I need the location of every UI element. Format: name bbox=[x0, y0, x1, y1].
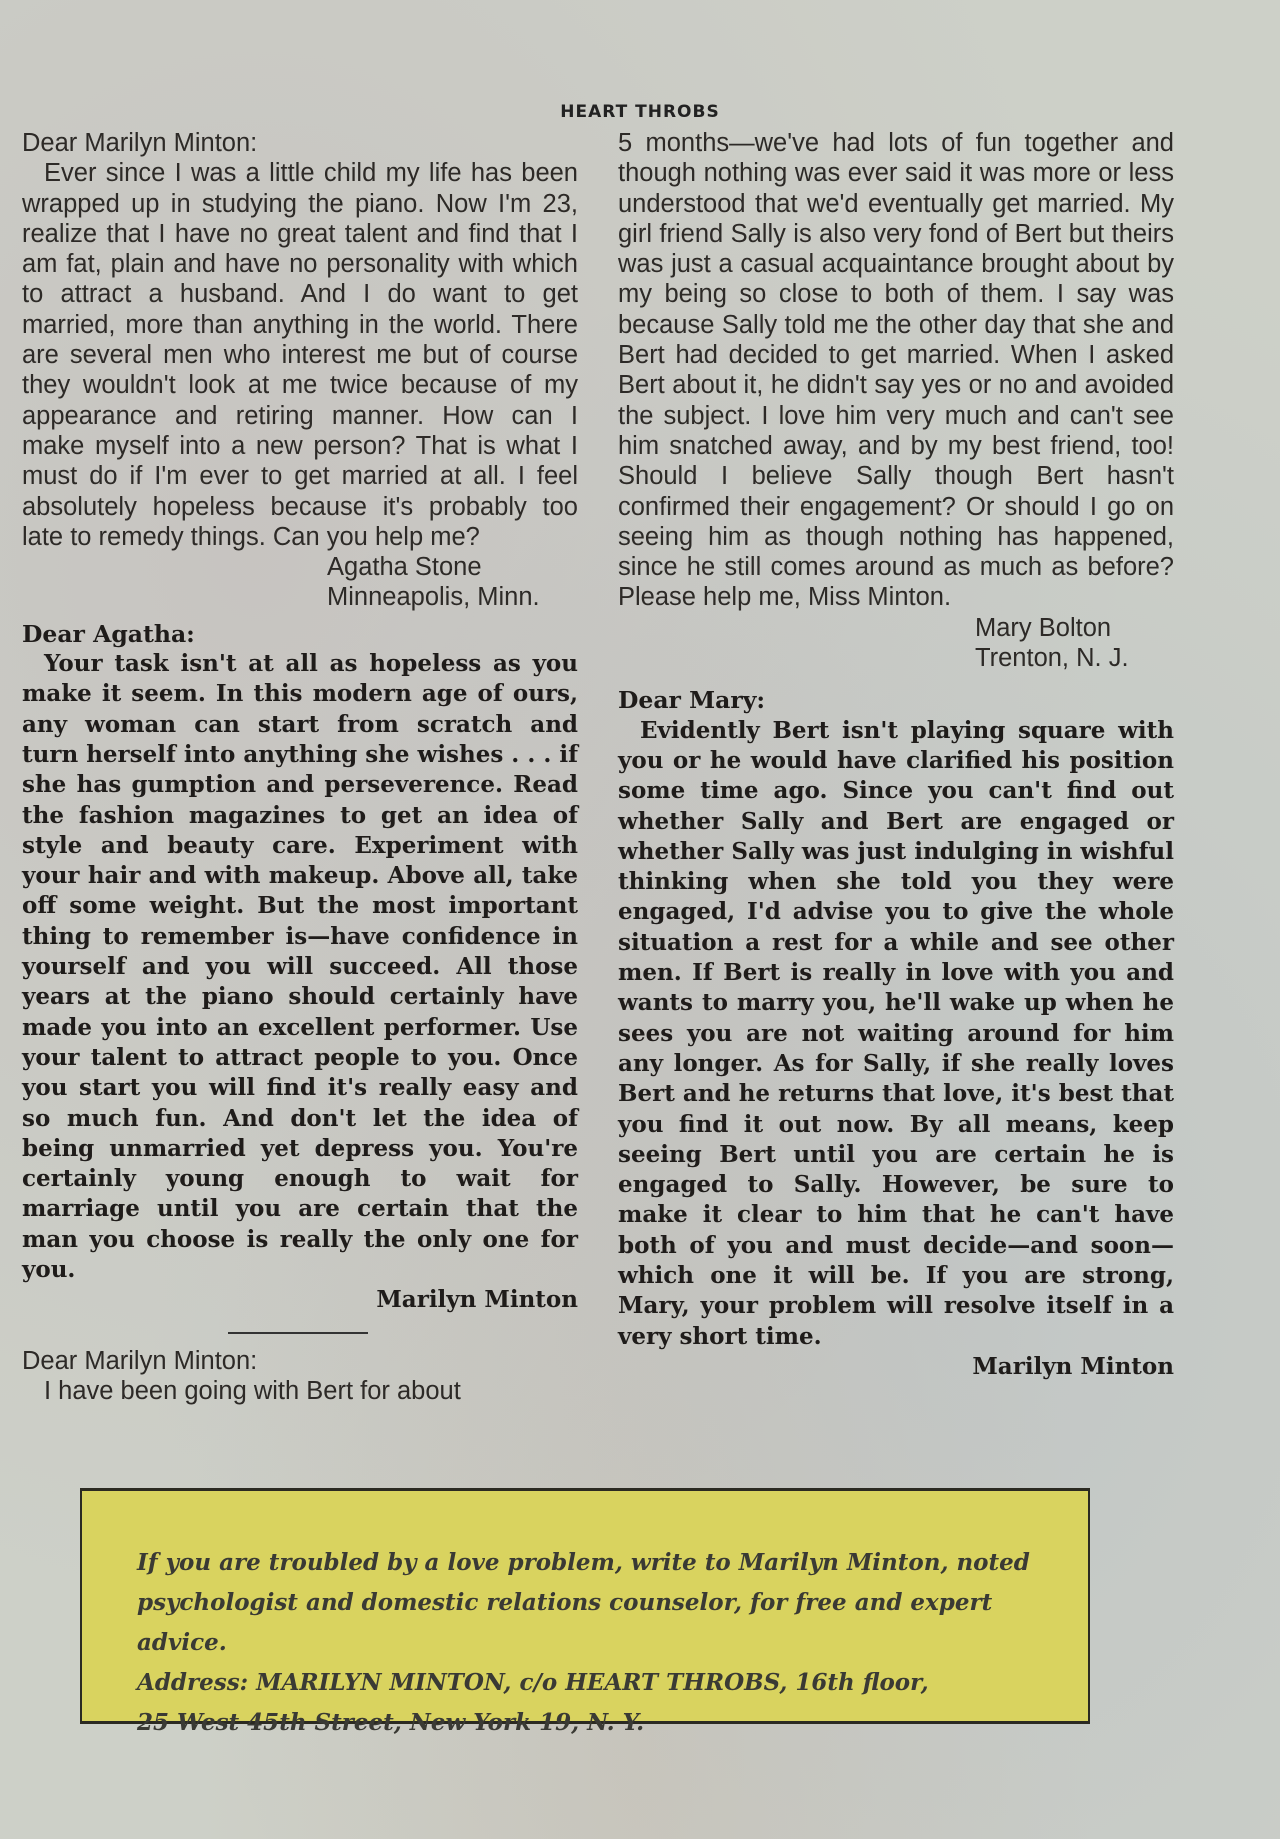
signer-name: Mary Bolton bbox=[975, 613, 1112, 642]
reply-body: Your task isn't at all as hopeless as you make it seem. In this modern age of ours, any woman can start from scratch and turn herself into anything she wishes . . . if she has gumption and perseverence. Read the fashion magazines to get an idea of style and beauty care. Experiment with your hair and with makeup. Above all, take off some weight. But the most important thing to remember is—have confidence in yourself and you will succeed. All those years at the piano should certainly have made you into an excellent performer. Use your talent to attract people to you. Once you start you will find it's really easy and so much fun. And don't let the idea of being unmarried yet depress you. You're certainly young enough to wait for marriage until you are certain that the man you choose is really the only one for you. bbox=[22, 650, 578, 1283]
reply-salutation: Dear Agatha: bbox=[22, 619, 195, 648]
reply-agatha bbox=[22, 619, 578, 1316]
letter-mary-start bbox=[22, 1346, 578, 1407]
letter-signature bbox=[618, 613, 1174, 674]
advice-notice-box bbox=[80, 1488, 1090, 1736]
reply-salutation: Dear Mary: bbox=[618, 686, 766, 715]
notice-line: 25 West 45th Street, New York 19, N. Y. bbox=[137, 1709, 645, 1736]
notice-line: If you are troubled by a love problem, write to Marilyn Minton, noted bbox=[137, 1549, 1030, 1576]
signer-place: Trenton, N. J. bbox=[975, 644, 1129, 673]
letter-agatha bbox=[22, 128, 578, 613]
reply-signature: Marilyn Minton bbox=[376, 1286, 578, 1314]
notice-line: psychologist and domestic relations counselor, for free and expert advice. bbox=[137, 1589, 993, 1656]
letter-body-part1: I have been going with Bert for about bbox=[44, 1376, 461, 1405]
notice-text bbox=[137, 1543, 1037, 1743]
letter-signature bbox=[22, 552, 578, 613]
notice-line: Address: MARILYN MINTON, c/o HEART THROBS, 16th floor, bbox=[137, 1669, 929, 1696]
signer-name: Agatha Stone bbox=[327, 553, 482, 582]
signer-place: Minneapolis, Minn. bbox=[327, 583, 540, 612]
left-column bbox=[22, 128, 578, 1406]
reply-mary bbox=[618, 685, 1174, 1382]
letter-salutation: Dear Marilyn Minton: bbox=[22, 129, 258, 157]
letter-salutation: Dear Marilyn Minton: bbox=[22, 1346, 258, 1375]
letter-body: Ever since I was a little child my life has been wrapped up in studying the piano. Now I'm 23, realize that I have no great talent and find that I am fat, plain and have no personality with which to attract a husband. And I do want to get married, more than anything in the world. There are several men who interest me but of course they wouldn't look at me twice because of my appearance and retiring manner. How can I make myself into a new person? That is what I must do if I'm ever to get married at all. I feel absolutely hopeless because it's probably too late to remedy things. Can you help me? bbox=[22, 159, 578, 551]
letter-mary-continued bbox=[618, 128, 1174, 673]
reply-signature: Marilyn Minton bbox=[972, 1352, 1174, 1380]
letter-body-part2: 5 months—we've had lots of fun together and though nothing was ever said it was more or less understood that we'd eventually get married. My girl friend Sally is also very fond of Bert but theirs was just a casual acquaintance brought about by my being so close to both of them. I say was because Sally told me the other day that she and Bert had decided to get married. When I asked Bert about it, he didn't say yes or no and avoided the subject. I love him very much and can't see him snatched away, and by my best friend, too! Should I believe Sally though Bert hasn't confirmed their engagement? Or should I go on seeing him as though nothing has happened, since he still comes around as much as before? Please help me, Miss Minton. bbox=[618, 129, 1174, 612]
reply-body: Evidently Bert isn't playing square with you or he would have clarified his position some time ago. Since you can't find out whether Sally and Bert are engaged or whether Sally was just indulging in wishful thinking when she told you they were engaged, I'd advise you to give the whole situation a rest for a while and see other men. If Bert is really in love with you and wants to marry you, he'll wake up when he sees you are not waiting around for him any longer. As for Sally, if she really loves Bert and he returns that love, it's best that you find it out now. By all means, keep seeing Bert until you are certain he is engaged to Sally. However, be sure to make it clear to him that he can't have both of you and must decide—and soon—which one it will be. If you are strong, Mary, your problem will resolve itself in a very short time. bbox=[618, 716, 1174, 1350]
right-column bbox=[618, 128, 1174, 1382]
section-divider bbox=[228, 1332, 368, 1334]
running-head: HEART THROBS bbox=[560, 102, 720, 122]
